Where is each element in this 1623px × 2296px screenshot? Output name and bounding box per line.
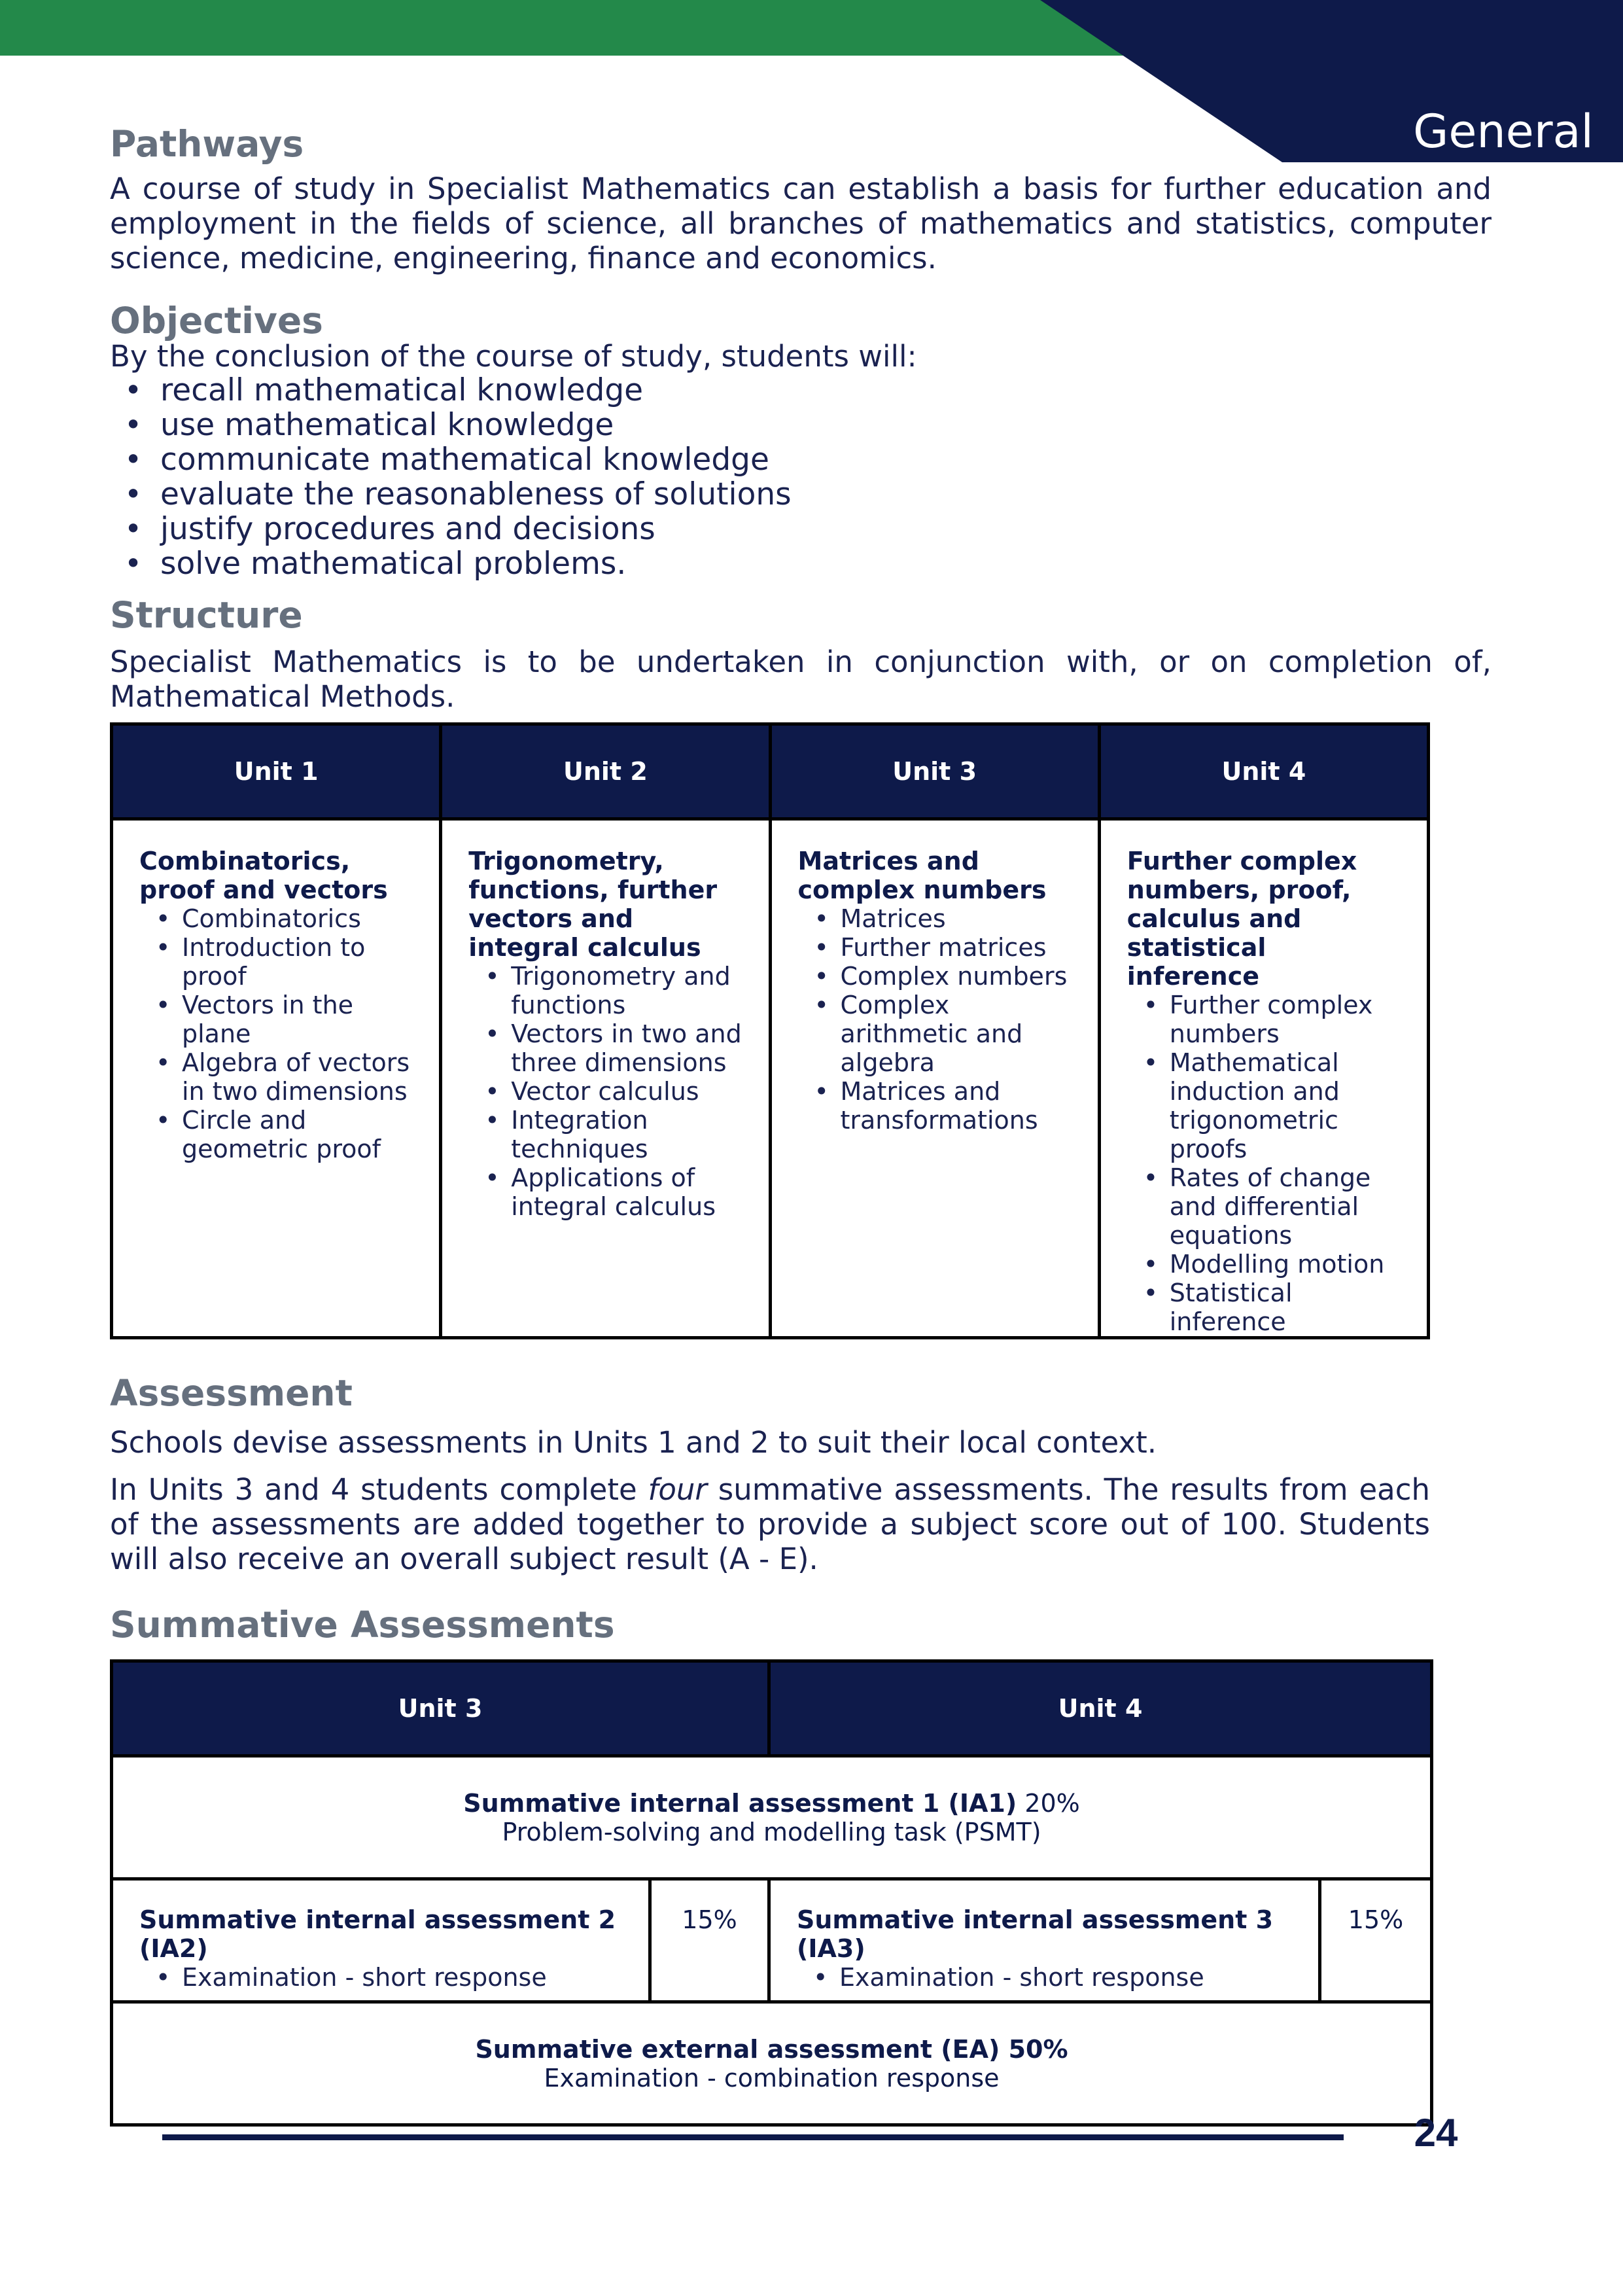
ia2-title: Summative internal assessment 2 (IA2)	[139, 1905, 616, 1963]
objective-item: • solve mathematical problems.	[124, 546, 792, 581]
topic-item: • Combinatorics	[156, 904, 418, 933]
unit-1-title: Combinatorics, proof and vectors	[139, 847, 388, 904]
unit-4-header: Unit 4	[1099, 724, 1428, 819]
page-number: 24	[1414, 2111, 1458, 2155]
topic-item: • Applications of integral calculus	[485, 1163, 747, 1221]
topic-item: • Further matrices	[814, 933, 1077, 962]
summative-table	[110, 1659, 1433, 2127]
unit-2-cell	[441, 819, 770, 1338]
unit-2-topics	[468, 962, 747, 1221]
topic-item: • Matrices	[814, 904, 1077, 933]
assessment-p2-emphasis: four	[648, 1472, 707, 1507]
pathways-heading: Pathways	[110, 123, 304, 165]
topic-item: • Mathematical induction and trigonometric proofs	[1143, 1048, 1406, 1163]
ia2-weight: 15%	[650, 1879, 769, 2002]
ia1-cell	[112, 1756, 1432, 1879]
topic-item: • Circle and geometric proof	[156, 1106, 418, 1163]
objectives-list	[124, 373, 792, 581]
ea-cell	[112, 2002, 1432, 2125]
ia3-list	[797, 1963, 1297, 1992]
topic-item: • Further complex numbers	[1143, 991, 1406, 1048]
unit-3-header: Unit 3	[770, 724, 1099, 819]
unit-2-title: Trigonometry, functions, further vectors and integral calculus	[468, 847, 718, 962]
unit-3-topics	[798, 904, 1077, 1135]
unit-2-header: Unit 2	[441, 724, 770, 819]
summative-unit-4-header: Unit 4	[769, 1661, 1432, 1756]
unit-1-cell	[112, 819, 441, 1338]
objective-item: • use mathematical knowledge	[124, 408, 792, 442]
assessment-p2	[110, 1472, 1430, 1576]
objective-item: • evaluate the reasonableness of solutions	[124, 477, 792, 512]
green-band	[0, 0, 1138, 56]
ia2-list	[139, 1963, 627, 1992]
ea-title: Summative external assessment (EA) 50%	[475, 2034, 1068, 2064]
pathways-text: A course of study in Specialist Mathematics can establish a basis for further education and employment in the fields of science, all branches of mathematics and statistics, computer science, medicine, engineering, finance and economics.	[110, 171, 1492, 275]
topic-item: • Vectors in two and three dimensions	[485, 1019, 747, 1077]
unit-4-title: Further complex numbers, proof, calculus and statistical inference	[1126, 847, 1357, 991]
assessment-p1: Schools devise assessments in Units 1 and 2 to suit their local context.	[110, 1425, 1157, 1460]
unit-1-header: Unit 1	[112, 724, 441, 819]
topic-item: • Vectors in the plane	[156, 991, 418, 1048]
objective-item: • justify procedures and decisions	[124, 512, 792, 546]
ia1-title: Summative internal assessment 1 (IA1)	[463, 1788, 1017, 1818]
ia3-weight: 15%	[1320, 1879, 1432, 2002]
unit-1-topics	[139, 904, 418, 1163]
assessment-heading: Assessment	[110, 1372, 353, 1414]
topic-item: • Introduction to proof	[156, 933, 418, 991]
footer-rule	[162, 2134, 1344, 2140]
topic-item: • Complex arithmetic and algebra	[814, 991, 1077, 1077]
ea-description: Examination - combination response	[544, 2063, 1000, 2093]
topic-item: • Rates of change and differential equations	[1143, 1163, 1406, 1250]
topic-item: • Matrices and transformations	[814, 1077, 1077, 1135]
topic-item: • Algebra of vectors in two dimensions	[156, 1048, 418, 1106]
topic-item: • Modelling motion	[1143, 1250, 1406, 1279]
category-label: General	[1413, 105, 1594, 158]
ia1-weight: 20%	[1017, 1788, 1080, 1818]
objectives-heading: Objectives	[110, 300, 323, 342]
objectives-intro: By the conclusion of the course of study, students will:	[110, 339, 917, 374]
ia2-item: • Examination - short response	[156, 1963, 627, 1992]
assessment-p2-start: In Units 3 and 4 students complete	[110, 1472, 648, 1507]
summative-unit-3-header: Unit 3	[112, 1661, 769, 1756]
topic-item: • Vector calculus	[485, 1077, 747, 1106]
ia1-description: Problem-solving and modelling task (PSMT)	[502, 1817, 1041, 1846]
ia3-cell	[769, 1879, 1320, 2002]
ia2-cell	[112, 1879, 650, 2002]
units-table	[110, 722, 1430, 1339]
assessment-p2-end: summative assessments. The results from each of the assessments are added together to provide a subject score out of 100. Students will also receive an overall subject result (A - E).	[110, 1472, 1430, 1576]
unit-4-cell	[1099, 819, 1428, 1338]
objective-item: • communicate mathematical knowledge	[124, 442, 792, 477]
summative-heading: Summative Assessments	[110, 1604, 615, 1646]
unit-4-topics	[1127, 991, 1406, 1336]
unit-3-title: Matrices and complex numbers	[797, 847, 1047, 904]
structure-text: Specialist Mathematics is to be undertaken in conjunction with, or on completion of, Mathematical Methods.	[110, 645, 1492, 714]
topic-item: • Trigonometry and functions	[485, 962, 747, 1019]
ia3-title: Summative internal assessment 3 (IA3)	[797, 1905, 1274, 1963]
topic-item: • Statistical inference	[1143, 1279, 1406, 1336]
topic-item: • Integration techniques	[485, 1106, 747, 1163]
topic-item: • Complex numbers	[814, 962, 1077, 991]
ia1-line	[114, 1789, 1429, 1818]
ia3-item: • Examination - short response	[813, 1963, 1297, 1992]
unit-3-cell	[770, 819, 1099, 1338]
structure-heading: Structure	[110, 594, 303, 636]
objective-item: • recall mathematical knowledge	[124, 373, 792, 408]
